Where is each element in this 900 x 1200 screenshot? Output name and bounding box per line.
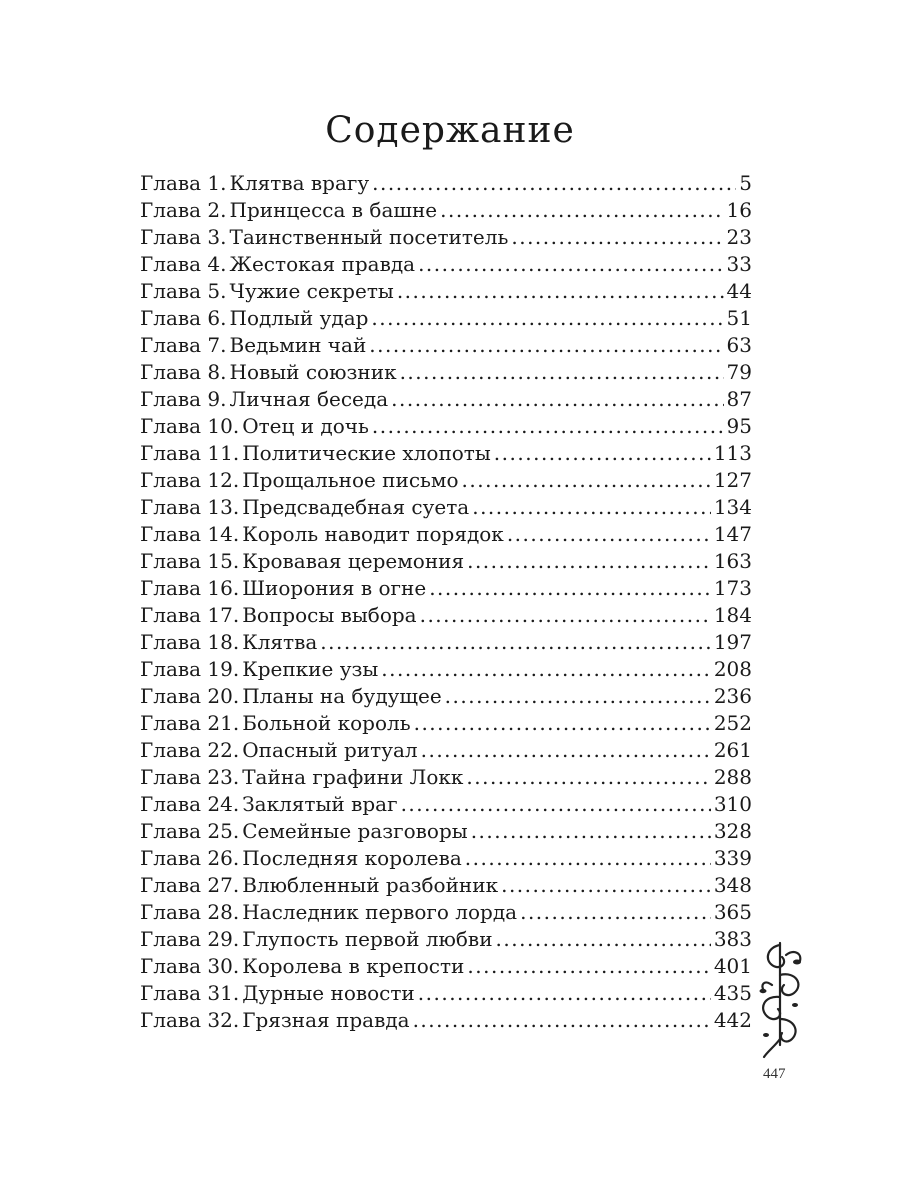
toc-entry <box>140 1007 752 1034</box>
toc-page-number: 33 <box>726 252 752 276</box>
toc-chapter-number: Глава 24. <box>140 792 240 816</box>
toc-page-number: 134 <box>713 495 752 519</box>
toc-chapter-number: Глава 17. <box>140 603 240 627</box>
toc-page-number: 261 <box>713 738 752 762</box>
toc-dot-leader <box>391 386 723 413</box>
toc-chapter-number: Глава 1. <box>140 171 227 195</box>
toc-entry <box>140 899 752 926</box>
toc-chapter-title: Клятва врагу <box>229 171 370 195</box>
toc-chapter-title: Новый союзник <box>229 360 397 384</box>
toc-chapter-title: Королева в крепости <box>242 954 465 978</box>
toc-entry <box>140 791 752 818</box>
toc-entry <box>140 548 752 575</box>
toc-dot-leader <box>507 521 711 548</box>
toc-entry <box>140 521 752 548</box>
toc-dot-leader <box>397 278 724 305</box>
toc-chapter-title: Клятва <box>242 630 318 654</box>
toc-entry <box>140 710 752 737</box>
toc-dot-leader <box>494 440 711 467</box>
toc-dot-leader <box>371 305 723 332</box>
toc-entry <box>140 845 752 872</box>
toc-chapter-number: Глава 6. <box>140 306 227 330</box>
toc-chapter-title: Дурные новости <box>242 981 415 1005</box>
toc-entry <box>140 332 752 359</box>
toc-dot-leader <box>418 251 723 278</box>
toc-page-number: 288 <box>713 765 752 789</box>
toc-chapter-title: Чужие секреты <box>229 279 394 303</box>
toc-chapter-number: Глава 32. <box>140 1008 240 1032</box>
page-title: Содержание <box>325 110 575 151</box>
toc-chapter-number: Глава 3. <box>140 225 227 249</box>
toc-entry <box>140 818 752 845</box>
toc-page-number: 383 <box>713 927 752 951</box>
toc-dot-leader <box>496 926 711 953</box>
toc-dot-leader <box>501 872 711 899</box>
toc-entry <box>140 170 752 197</box>
toc-page-number: 252 <box>713 711 752 735</box>
table-of-contents <box>140 170 752 1034</box>
toc-page-number: 365 <box>713 900 752 924</box>
toc-page-number: 44 <box>726 279 752 303</box>
toc-page-number: 236 <box>713 684 752 708</box>
toc-chapter-title: Кровавая церемония <box>242 549 465 573</box>
toc-entry <box>140 872 752 899</box>
toc-chapter-title: Отец и дочь <box>242 414 369 438</box>
toc-dot-leader <box>520 899 711 926</box>
toc-dot-leader <box>320 629 711 656</box>
toc-chapter-number: Глава 13. <box>140 495 240 519</box>
toc-chapter-number: Глава 5. <box>140 279 227 303</box>
toc-entry <box>140 413 752 440</box>
toc-entry <box>140 575 752 602</box>
toc-page-number: 147 <box>713 522 752 546</box>
vine-ornament-icon <box>750 935 812 1060</box>
toc-entry <box>140 953 752 980</box>
toc-page-number: 173 <box>713 576 752 600</box>
toc-chapter-number: Глава 8. <box>140 360 227 384</box>
toc-chapter-title: Предсвадебная суета <box>242 495 470 519</box>
toc-dot-leader <box>418 980 711 1007</box>
toc-chapter-title: Семейные разговоры <box>242 819 468 843</box>
toc-chapter-title: Личная беседа <box>229 387 389 411</box>
toc-chapter-title: Грязная правда <box>242 1008 410 1032</box>
toc-page-number: 348 <box>713 873 752 897</box>
toc-dot-leader <box>401 791 711 818</box>
toc-chapter-number: Глава 29. <box>140 927 240 951</box>
toc-chapter-number: Глава 12. <box>140 468 240 492</box>
toc-entry <box>140 926 752 953</box>
toc-chapter-title: Политические хлопоты <box>242 441 491 465</box>
toc-entry <box>140 494 752 521</box>
toc-chapter-number: Глава 2. <box>140 198 227 222</box>
toc-chapter-title: Подлый удар <box>229 306 369 330</box>
toc-chapter-title: Жестокая правда <box>229 252 416 276</box>
toc-dot-leader <box>421 737 711 764</box>
toc-chapter-title: Шиорония в огне <box>242 576 427 600</box>
toc-entry <box>140 467 752 494</box>
toc-chapter-number: Глава 9. <box>140 387 227 411</box>
toc-chapter-number: Глава 14. <box>140 522 240 546</box>
toc-dot-leader <box>429 575 711 602</box>
toc-dot-leader <box>467 548 711 575</box>
toc-chapter-number: Глава 18. <box>140 630 240 654</box>
toc-chapter-title: Больной король <box>242 711 411 735</box>
toc-dot-leader <box>372 413 724 440</box>
toc-page-number: 328 <box>713 819 752 843</box>
toc-entry <box>140 980 752 1007</box>
toc-chapter-number: Глава 23. <box>140 765 240 789</box>
toc-entry <box>140 602 752 629</box>
toc-dot-leader <box>400 359 724 386</box>
toc-dot-leader <box>413 1007 711 1034</box>
toc-page-number: 87 <box>726 387 752 411</box>
toc-chapter-title: Заклятый враг <box>242 792 398 816</box>
toc-page-number: 51 <box>726 306 752 330</box>
toc-dot-leader <box>420 602 711 629</box>
toc-dot-leader <box>414 710 711 737</box>
toc-entry <box>140 305 752 332</box>
toc-dot-leader <box>372 170 736 197</box>
toc-page-number: 163 <box>713 549 752 573</box>
toc-chapter-title: Принцесса в башне <box>229 198 438 222</box>
toc-page-number: 442 <box>713 1008 752 1032</box>
toc-page-number: 95 <box>726 414 752 438</box>
toc-page-number: 197 <box>713 630 752 654</box>
toc-page-number: 79 <box>726 360 752 384</box>
toc-chapter-title: Крепкие узы <box>242 657 379 681</box>
toc-chapter-number: Глава 31. <box>140 981 240 1005</box>
toc-entry <box>140 251 752 278</box>
toc-chapter-title: Таинственный посетитель <box>229 225 509 249</box>
toc-entry <box>140 386 752 413</box>
toc-page-number: 435 <box>713 981 752 1005</box>
toc-chapter-number: Глава 11. <box>140 441 240 465</box>
toc-chapter-title: Наследник первого лорда <box>242 900 518 924</box>
toc-chapter-number: Глава 10. <box>140 414 240 438</box>
toc-chapter-title: Прощальное письмо <box>242 468 459 492</box>
toc-entry <box>140 656 752 683</box>
page-number: 447 <box>763 1066 786 1082</box>
toc-entry <box>140 629 752 656</box>
toc-page-number: 208 <box>713 657 752 681</box>
toc-entry <box>140 764 752 791</box>
toc-entry <box>140 440 752 467</box>
toc-page-number: 113 <box>713 441 752 465</box>
toc-dot-leader <box>467 953 710 980</box>
toc-chapter-number: Глава 7. <box>140 333 227 357</box>
toc-chapter-title: Влюбленный разбойник <box>242 873 499 897</box>
toc-page-number: 339 <box>713 846 752 870</box>
toc-dot-leader <box>381 656 711 683</box>
toc-page-number: 63 <box>726 333 752 357</box>
toc-page-number: 310 <box>713 792 752 816</box>
toc-dot-leader <box>511 224 723 251</box>
toc-chapter-number: Глава 28. <box>140 900 240 924</box>
toc-chapter-number: Глава 21. <box>140 711 240 735</box>
toc-dot-leader <box>440 197 723 224</box>
toc-dot-leader <box>466 764 710 791</box>
toc-chapter-title: Вопросы выбора <box>242 603 417 627</box>
toc-entry <box>140 197 752 224</box>
toc-dot-leader <box>465 845 711 872</box>
toc-chapter-title: Последняя королева <box>242 846 462 870</box>
toc-page-number: 23 <box>726 225 752 249</box>
toc-chapter-title: Планы на будущее <box>242 684 442 708</box>
toc-chapter-number: Глава 4. <box>140 252 227 276</box>
toc-entry <box>140 737 752 764</box>
toc-chapter-title: Опасный ритуал <box>242 738 418 762</box>
toc-chapter-number: Глава 25. <box>140 819 240 843</box>
toc-chapter-number: Глава 20. <box>140 684 240 708</box>
toc-chapter-title: Король наводит порядок <box>242 522 504 546</box>
toc-chapter-number: Глава 26. <box>140 846 240 870</box>
toc-chapter-number: Глава 16. <box>140 576 240 600</box>
toc-chapter-number: Глава 27. <box>140 873 240 897</box>
toc-entry <box>140 359 752 386</box>
toc-page-number: 184 <box>713 603 752 627</box>
toc-page-number: 401 <box>713 954 752 978</box>
toc-chapter-title: Глупость первой любви <box>242 927 493 951</box>
toc-entry <box>140 683 752 710</box>
toc-chapter-number: Глава 19. <box>140 657 240 681</box>
toc-chapter-number: Глава 15. <box>140 549 240 573</box>
toc-page-number: 127 <box>713 468 752 492</box>
toc-dot-leader <box>471 818 711 845</box>
toc-entry <box>140 224 752 251</box>
toc-dot-leader <box>472 494 711 521</box>
toc-dot-leader <box>462 467 711 494</box>
toc-chapter-title: Ведьмин чай <box>229 333 367 357</box>
toc-dot-leader <box>445 683 711 710</box>
toc-page-number: 5 <box>739 171 752 195</box>
toc-dot-leader <box>369 332 723 359</box>
toc-chapter-number: Глава 22. <box>140 738 240 762</box>
toc-chapter-number: Глава 30. <box>140 954 240 978</box>
toc-page-number: 16 <box>726 198 752 222</box>
toc-chapter-title: Тайна графини Локк <box>242 765 464 789</box>
toc-entry <box>140 278 752 305</box>
